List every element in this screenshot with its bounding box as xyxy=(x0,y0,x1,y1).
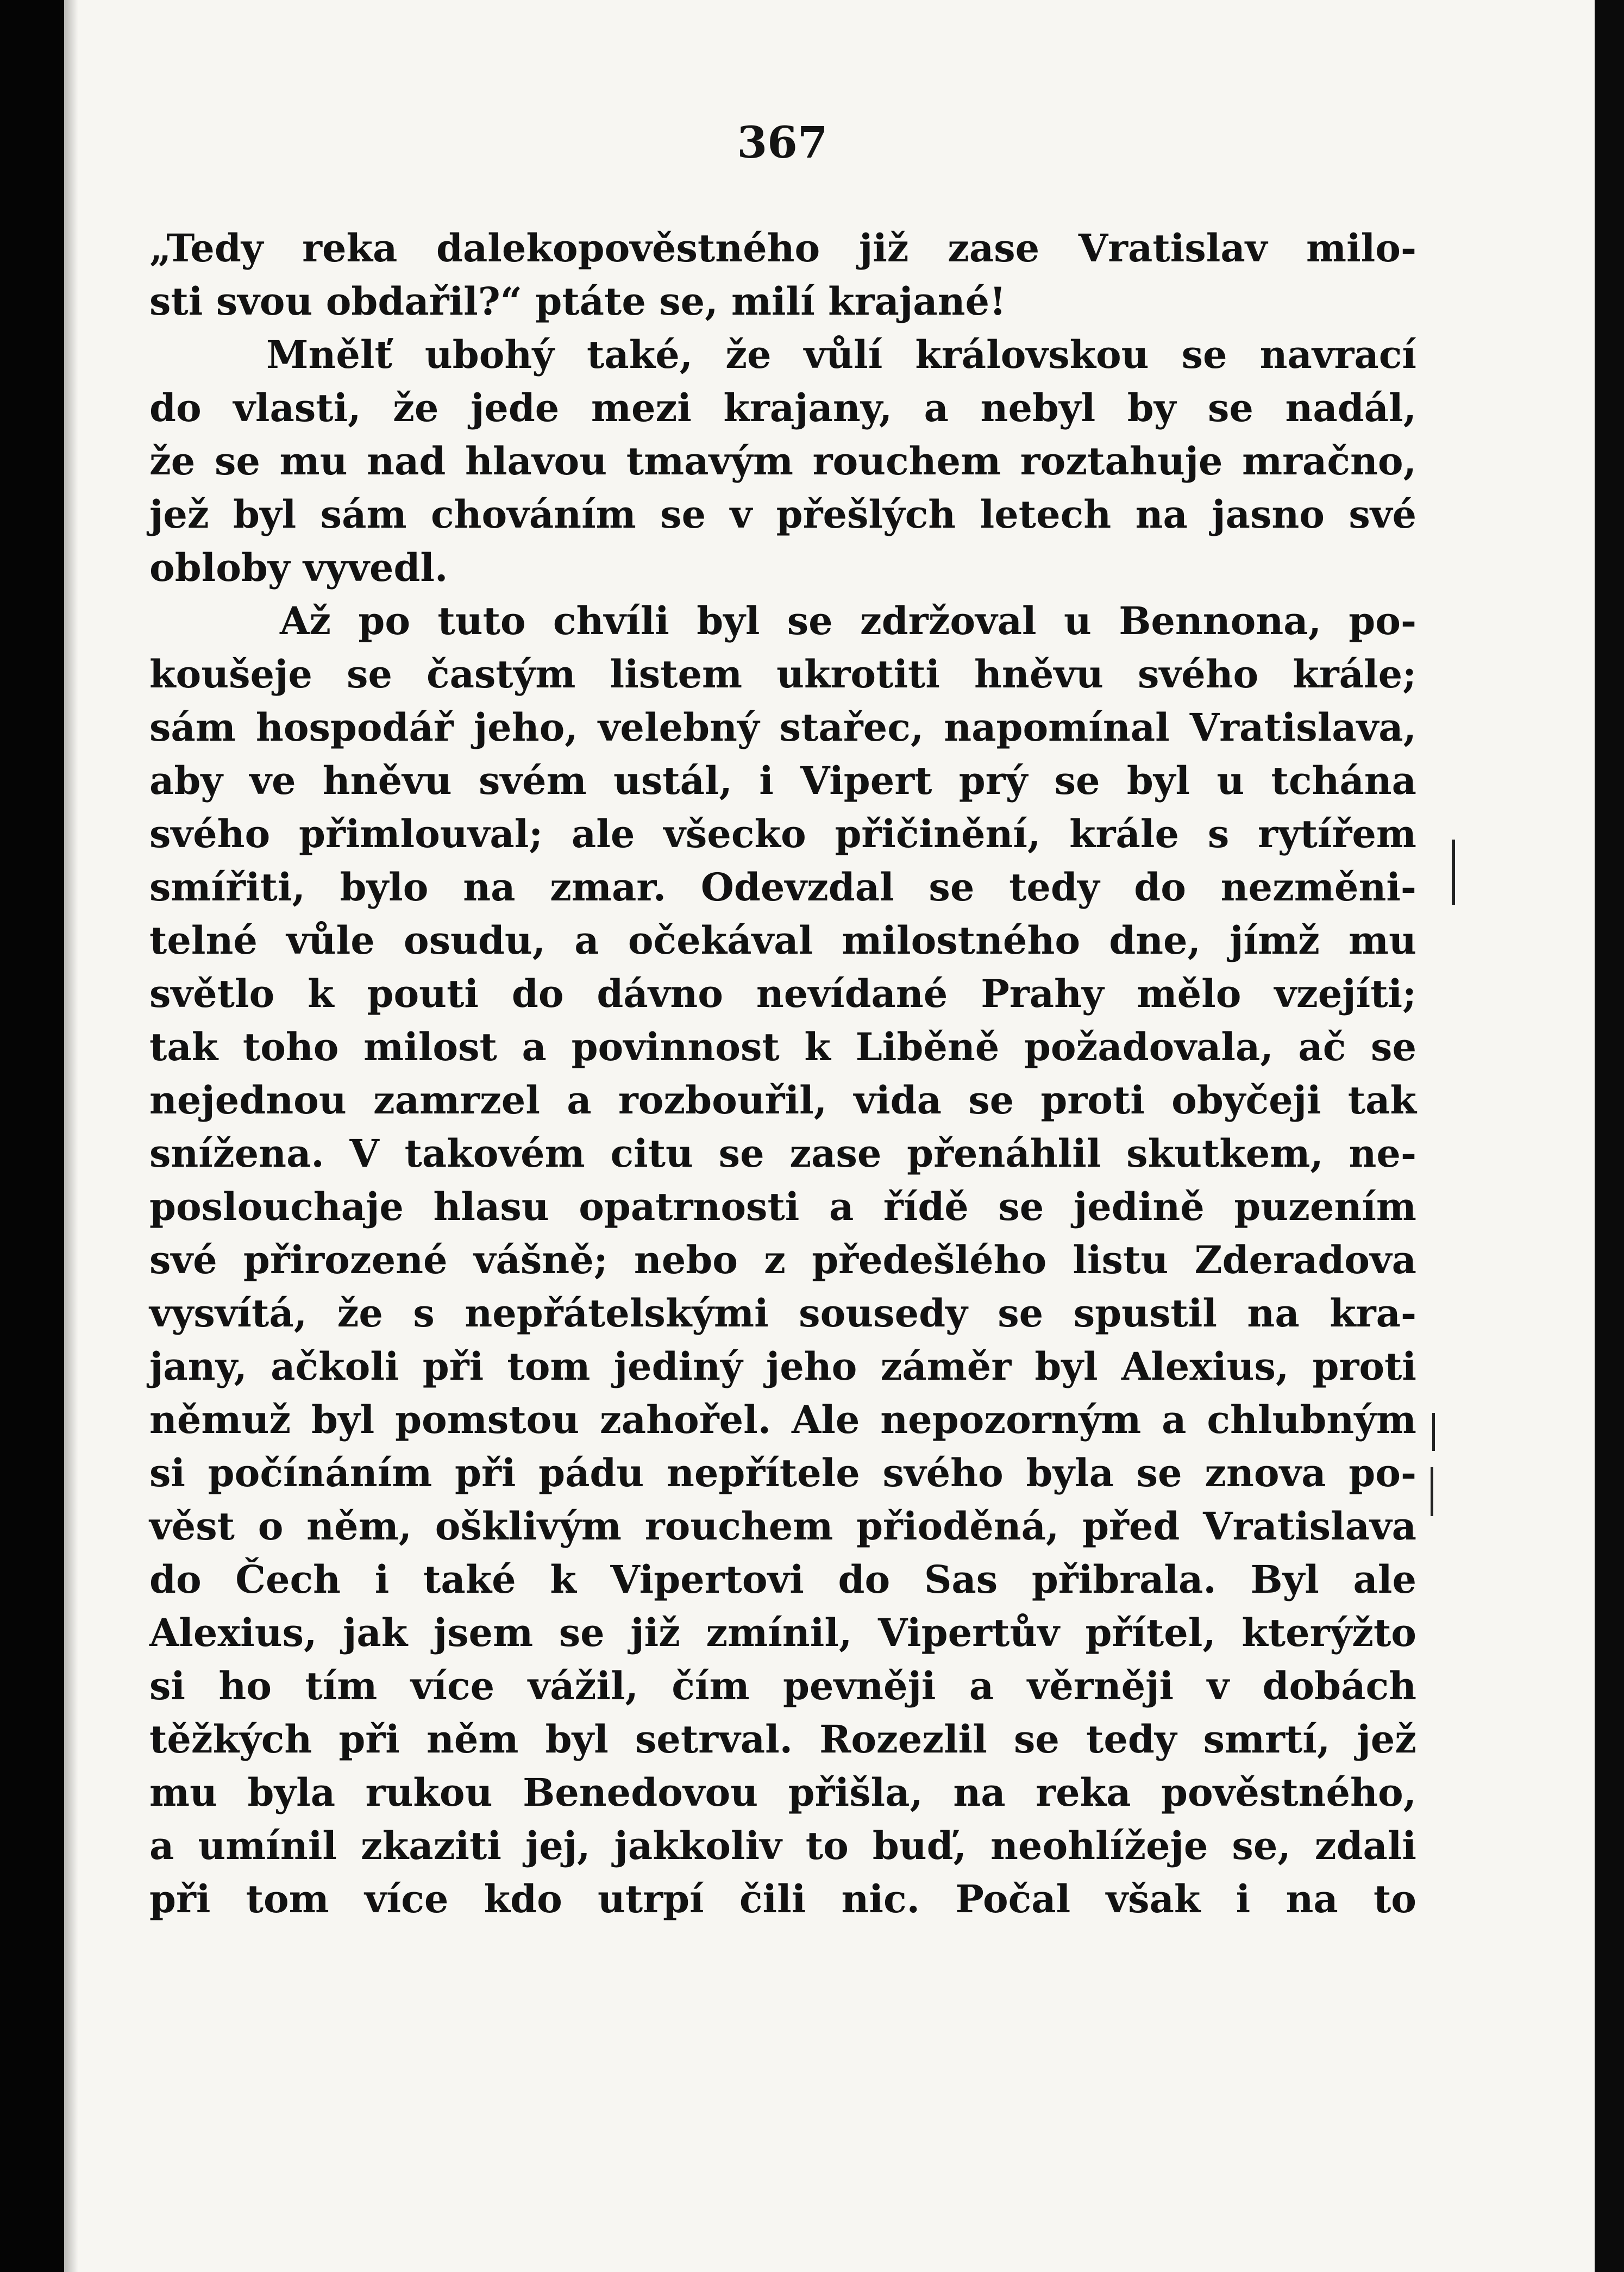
text-line: svého přimlouval; ale všecko přičinění, krále s rytířem xyxy=(149,811,1416,856)
body-text xyxy=(149,222,1416,1926)
text-line: poslouchaje hlasu opatrnosti a řídě se jedině puzením xyxy=(149,1184,1416,1229)
text-line: do vlasti, že jede mezi krajany, a nebyl by se nadál, xyxy=(149,385,1416,430)
scan-speck xyxy=(1452,840,1455,905)
text-line: sám hospodář jeho, velebný stařec, napomínal Vratislava, xyxy=(149,705,1416,750)
text-line: věst o něm, ošklivým rouchem přioděná, před Vratislava xyxy=(149,1504,1416,1549)
scan-speck xyxy=(1431,1467,1433,1516)
text-line: aby ve hněvu svém ustál, i Vipert prý se byl u tchána xyxy=(149,758,1416,803)
scan-speck xyxy=(1432,1413,1435,1451)
text-line: smířiti, bylo na zmar. Odevzdal se tedy do nezměni- xyxy=(149,865,1416,910)
text-line: Až po tuto chvíli byl se zdržoval u Bennona, po- xyxy=(280,598,1416,643)
page-number: 367 xyxy=(737,117,828,168)
text-line: telné vůle osudu, a očekával milostného dne, jímž mu xyxy=(149,918,1416,963)
scan-border-left xyxy=(0,0,64,2272)
text-line: koušeje se častým listem ukrotiti hněvu svého krále; xyxy=(149,652,1416,697)
text-line: do Čech i také k Vipertovi do Sas přibrala. Byl ale xyxy=(149,1557,1416,1602)
text-line: že se mu nad hlavou tmavým rouchem roztahuje mračno, xyxy=(149,439,1416,484)
text-line: vysvítá, že s nepřátelskými sousedy se spustil na kra- xyxy=(149,1291,1416,1336)
text-line: nejednou zamrzel a rozbouřil, vida se proti obyčeji tak xyxy=(149,1078,1416,1123)
text-line: těžkých při něm byl setrval. Rozezlil se tedy smrtí, jež xyxy=(149,1717,1416,1762)
text-line: mu byla rukou Benedovou přišla, na reka pověstného, xyxy=(149,1770,1416,1815)
text-line: své přirozené vášně; nebo z předešlého listu Zderadova xyxy=(149,1237,1416,1282)
text-line: světlo k pouti do dávno nevídané Prahy mělo vzejíti; xyxy=(149,971,1416,1016)
text-line: při tom více kdo utrpí čili nic. Počal však i na to xyxy=(149,1876,1416,1922)
text-line: si počínáním při pádu nepřítele svého byla se znova po- xyxy=(149,1450,1416,1495)
text-line: a umínil zkaziti jej, jakkoliv to buď, neohlížeje se, zdali xyxy=(149,1823,1416,1868)
text-line: snížena. V takovém citu se zase přenáhlil skutkem, ne- xyxy=(149,1131,1416,1176)
scan-border-right xyxy=(1595,0,1624,2272)
text-line: sti svou obdařil?“ ptáte se, milí krajané! xyxy=(149,279,1006,324)
text-line: Mnělť ubohý také, že vůlí královskou se navrací xyxy=(266,332,1416,377)
text-line: tak toho milost a povinnost k Liběně požadovala, ač se xyxy=(149,1024,1416,1069)
text-line: Alexius, jak jsem se již zmínil, Vipertův přítel, kterýžto xyxy=(149,1610,1416,1655)
text-line: jež byl sám chováním se v přešlých letech na jasno své xyxy=(149,492,1416,537)
text-line: „Tedy reka dalekopověstného již zase Vratislav milo- xyxy=(149,226,1416,271)
text-line: němuž byl pomstou zahořel. Ale nepozorným a chlubným xyxy=(149,1397,1416,1442)
text-line: si ho tím více vážil, čím pevněji a věrněji v dobách xyxy=(149,1663,1416,1708)
text-line: obloby vyvedl. xyxy=(149,545,448,590)
text-line: jany, ačkoli při tom jediný jeho záměr byl Alexius, proti xyxy=(149,1344,1416,1389)
page-edge-shadow xyxy=(64,0,78,2272)
